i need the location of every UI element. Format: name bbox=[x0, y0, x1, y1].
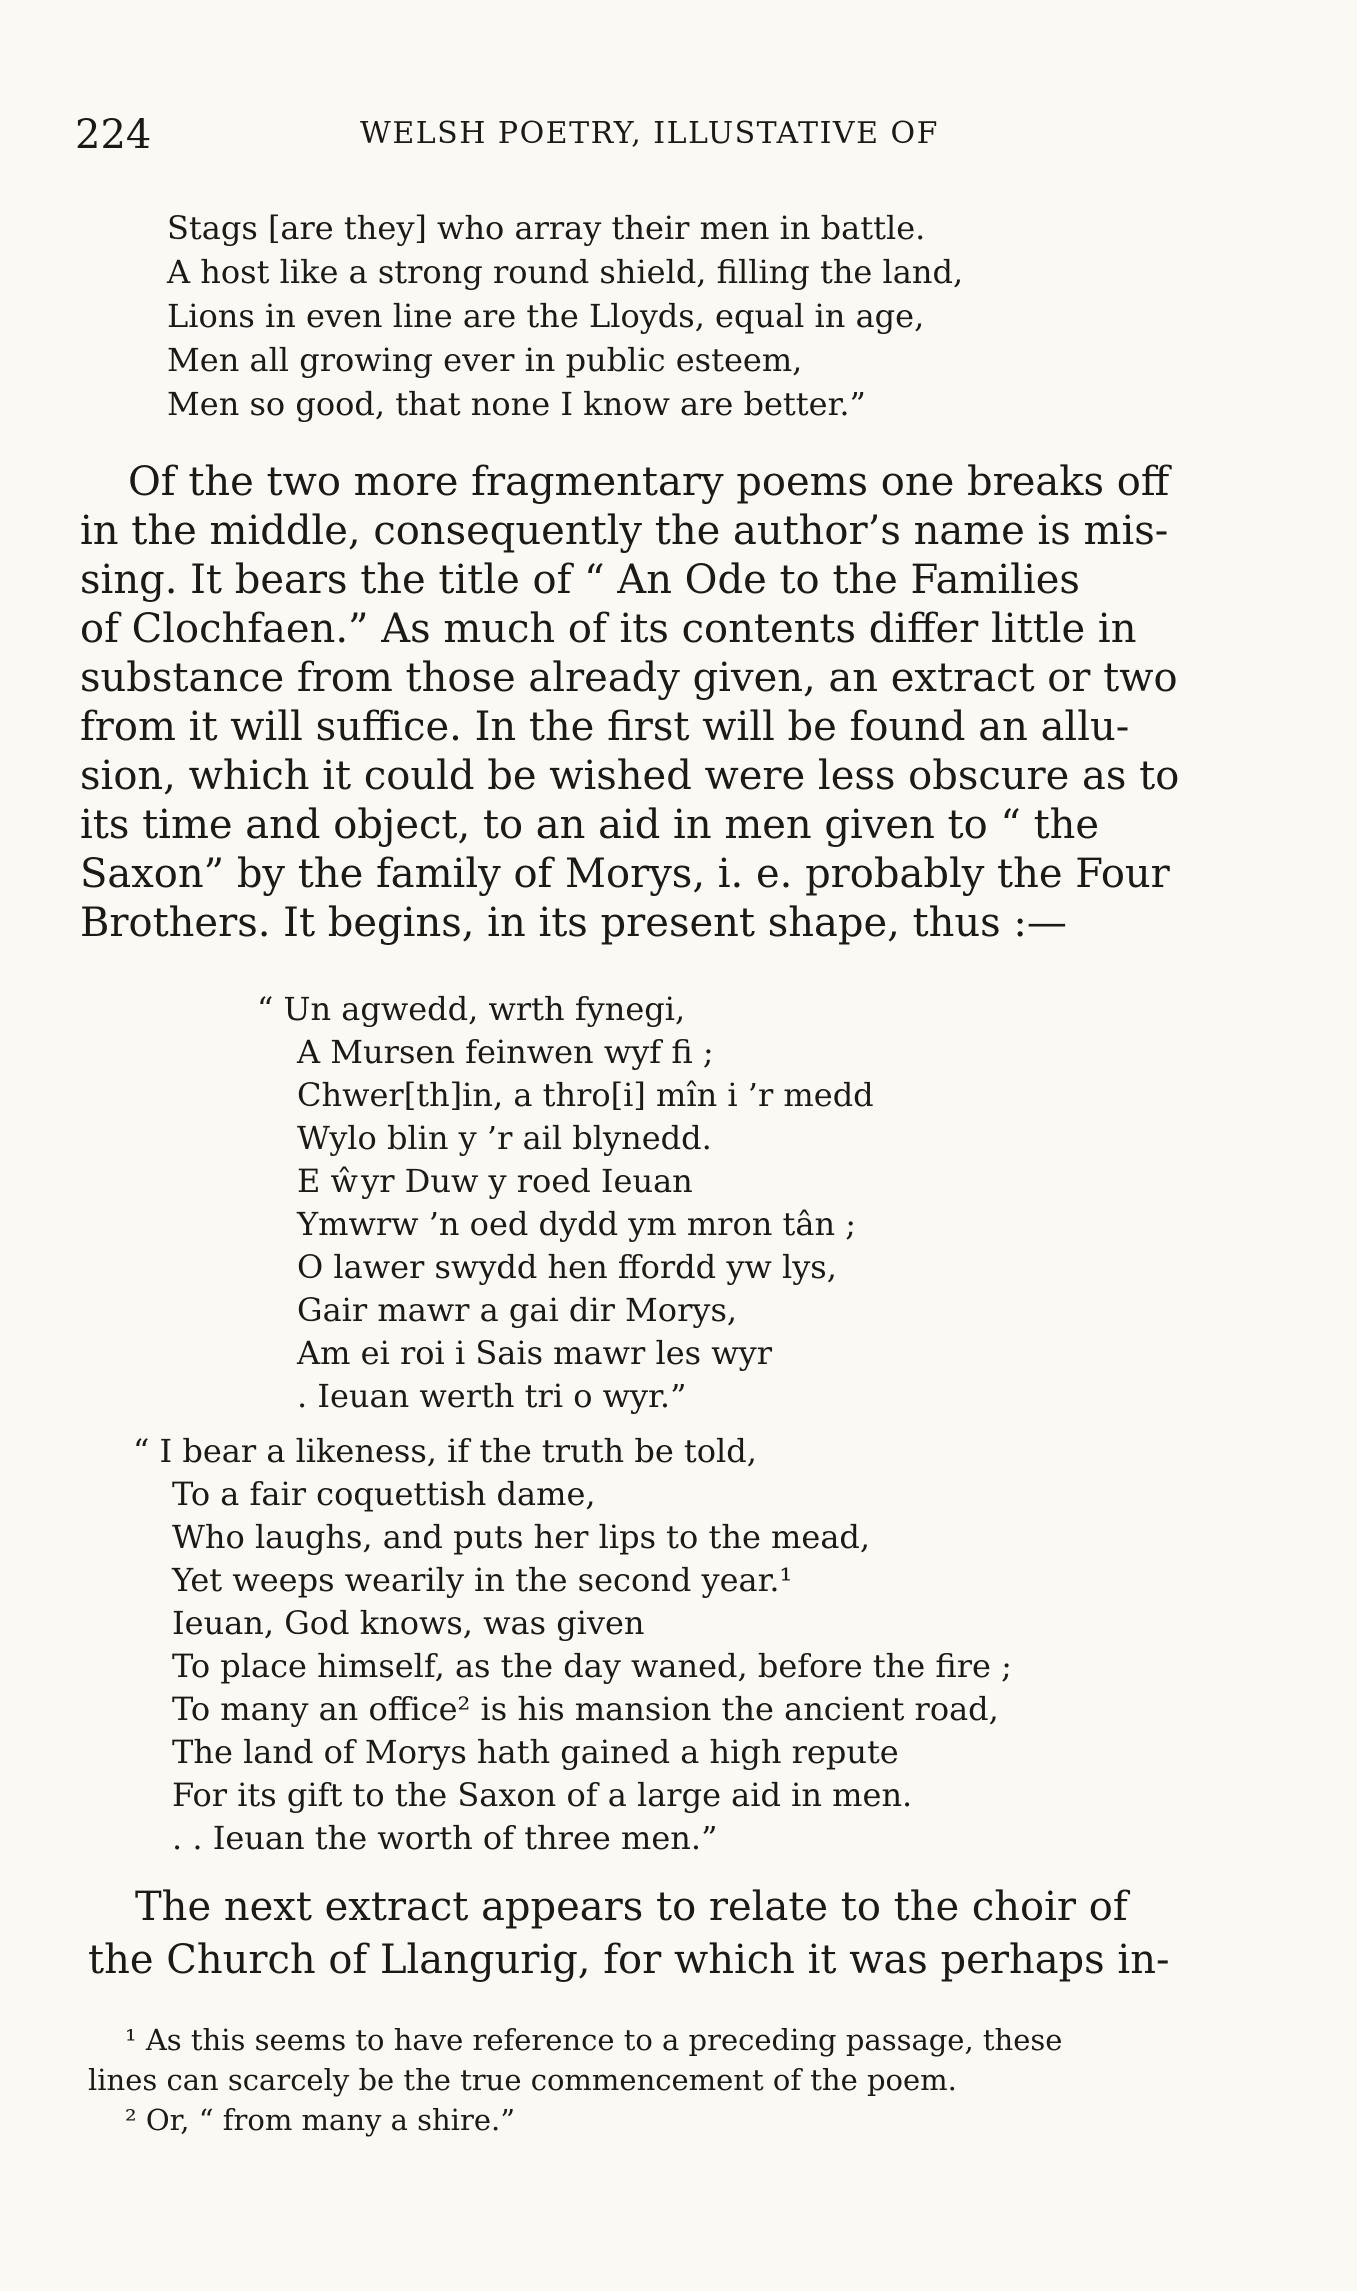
verse-line: Gair mawr a gai dir Morys, bbox=[297, 1291, 738, 1329]
verse-line: To many an office² is his mansion the ancient road, bbox=[172, 1690, 999, 1728]
footnote-continuation: lines can scarcely be the true commencement of the poem. bbox=[88, 2063, 957, 2097]
verse-line: . Ieuan werth tri o wyr.” bbox=[297, 1377, 687, 1415]
prose-line: Of the two more fragmentary poems one breaks off bbox=[128, 459, 1170, 505]
verse-line: E ŵyr Duw y roed Ieuan bbox=[297, 1162, 693, 1200]
verse-line: Stags [are they] who array their men in battle. bbox=[167, 209, 926, 247]
verse-line: Wylo blin y ’r ail blynedd. bbox=[297, 1119, 712, 1157]
prose-line: from it will suffice. In the first will be found an allu- bbox=[80, 704, 1130, 750]
verse-line: “ I bear a likeness, if the truth be told, bbox=[133, 1432, 757, 1470]
verse-line: Yet weeps wearily in the second year.¹ bbox=[172, 1561, 793, 1599]
prose-line: Saxon” by the family of Morys, i. e. probably the Four bbox=[80, 851, 1170, 897]
prose-line: of Clochfaen.” As much of its contents differ little in bbox=[80, 606, 1137, 652]
verse-line: For its gift to the Saxon of a large aid in men. bbox=[172, 1776, 913, 1814]
prose-line: its time and object, to an aid in men given to “ the bbox=[80, 802, 1100, 848]
verse-line: Ieuan, God knows, was given bbox=[172, 1604, 645, 1642]
prose-line: the Church of Llangurig, for which it was perhaps in- bbox=[88, 1937, 1170, 1983]
running-head: WELSH POETRY, ILLUSTATIVE OF bbox=[360, 116, 939, 151]
verse-line: Who laughs, and puts her lips to the mead, bbox=[172, 1518, 871, 1556]
verse-line: Lions in even line are the Lloyds, equal in age, bbox=[167, 297, 925, 335]
verse-line: Ymwrw ’n oed dydd ym mron tân ; bbox=[297, 1205, 857, 1243]
footnote: ² Or, “ from many a shire.” bbox=[125, 2103, 516, 2137]
verse-line: Men so good, that none I know are better.” bbox=[167, 385, 866, 423]
verse-line: . . Ieuan the worth of three men.” bbox=[172, 1819, 718, 1857]
page-number: 224 bbox=[75, 112, 152, 158]
verse-line: Men all growing ever in public esteem, bbox=[167, 341, 803, 379]
prose-line: substance from those already given, an extract or two bbox=[80, 655, 1178, 701]
verse-line: A host like a strong round shield, filling the land, bbox=[167, 253, 964, 291]
verse-line: To a fair coquettish dame, bbox=[172, 1475, 596, 1513]
verse-line: A Mursen feinwen wyf fi ; bbox=[297, 1033, 714, 1071]
prose-line: sion, which it could be wished were less obscure as to bbox=[80, 753, 1180, 799]
verse-line: To place himself, as the day waned, before the fire ; bbox=[172, 1647, 1012, 1685]
verse-line: Am ei roi i Sais mawr les wyr bbox=[297, 1334, 772, 1372]
page-header bbox=[75, 112, 1230, 162]
prose-line: The next extract appears to relate to the choir of bbox=[135, 1884, 1128, 1930]
verse-line: The land of Morys hath gained a high repute bbox=[172, 1733, 899, 1771]
prose-line: sing. It bears the title of “ An Ode to the Families bbox=[80, 557, 1080, 603]
prose-line: in the middle, consequently the author’s name is mis- bbox=[80, 508, 1169, 554]
verse-line: “ Un agwedd, wrth fynegi, bbox=[257, 990, 686, 1028]
verse-line: Chwer[th]in, a thro[i] mîn i ’r medd bbox=[297, 1076, 874, 1114]
verse-line: O lawer swydd hen ffordd yw lys, bbox=[297, 1248, 837, 1286]
footnote: ¹ As this seems to have reference to a preceding passage, these bbox=[125, 2023, 1063, 2057]
prose-line: Brothers. It begins, in its present shape, thus :— bbox=[80, 900, 1067, 946]
